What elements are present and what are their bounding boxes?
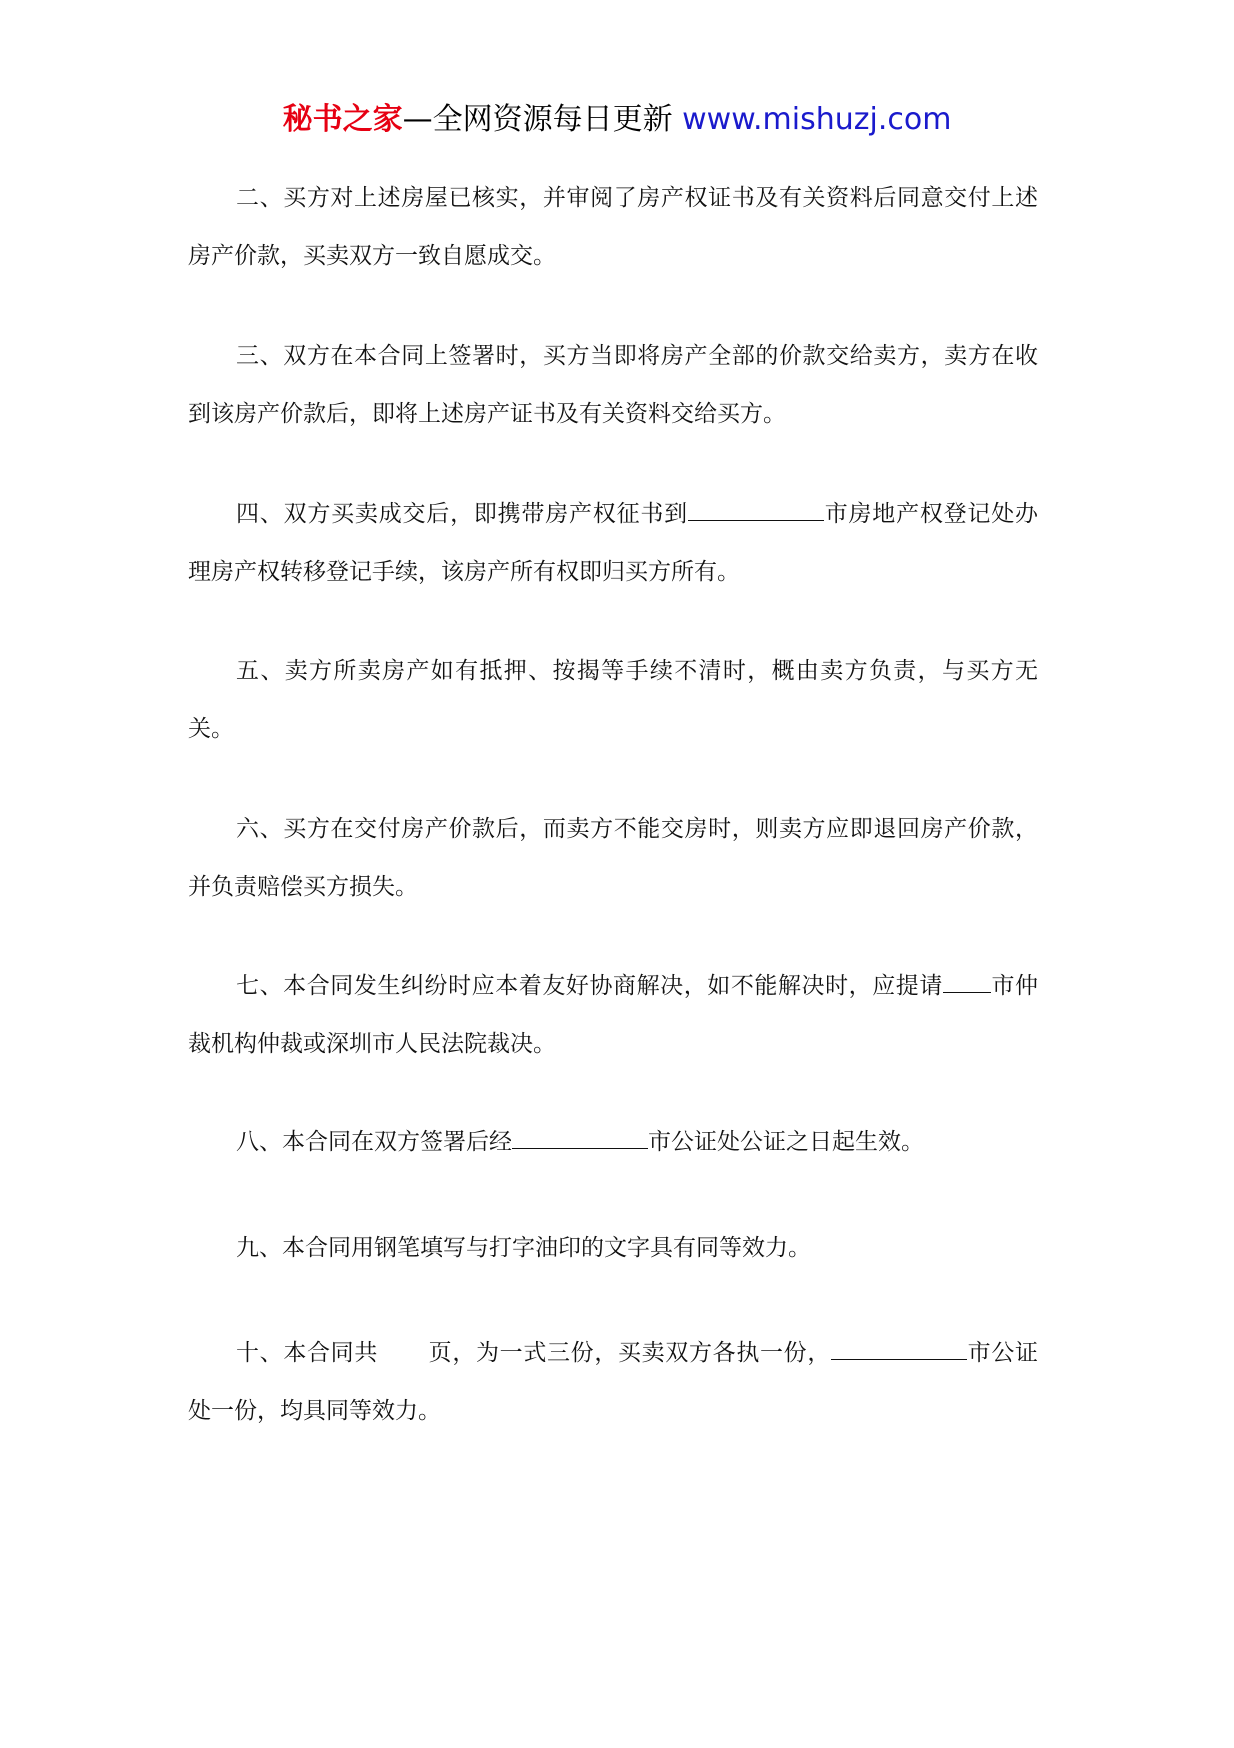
clause-4-text-after: 市房地产权登记处办理房产权转移登记手续，该房产所有权即归买方所有。	[188, 501, 1039, 585]
clause-7-text-before: 七、本合同发生纠纷时应本着友好协商解决，如不能解决时，应提请	[236, 973, 943, 999]
site-header	[0, 100, 1234, 140]
clause-2: 二、买方对上述房屋已核实，并审阅了房产权证书及有关资料后同意交付上述房产价款，买卖双方一致自愿成交。	[188, 185, 1038, 269]
clause-9: 九、本合同用钢笔填写与打字油印的文字具有同等效力。	[236, 1235, 811, 1261]
clause-8-text-before: 八、本合同在双方签署后经	[236, 1129, 512, 1155]
brand-name: 秘书之家	[282, 102, 403, 137]
clause-10	[188, 1324, 1038, 1440]
clause-10-text-middle: 页，为一式三份，买卖双方各执一份，	[428, 1340, 831, 1366]
clause-4-text-before: 四、双方买卖成交后，即携带房产权征书到	[236, 501, 688, 527]
header-tagline: —全网资源每日更新	[402, 102, 683, 137]
clause-7	[188, 957, 1038, 1073]
clause-5: 五、卖方所卖房产如有抵押、按揭等手续不清时，概由卖方负责，与买方无关。	[188, 658, 1038, 742]
clause-6: 六、买方在交付房产价款后，而卖方不能交房时，则卖方应即退回房产价款，并负责赔偿买方损失。	[188, 816, 1038, 900]
clause-8	[188, 1113, 1038, 1171]
blank-notary-city-copy	[831, 1358, 967, 1360]
clause-10-text-after: 市公证处一份，均具同等效力。	[188, 1340, 1039, 1424]
clause-8-text-after: 市公证处公证之日起生效。	[648, 1129, 924, 1155]
blank-notary-city	[512, 1147, 648, 1149]
clause-4	[188, 485, 1038, 601]
clause-10-text-before: 十、本合同共	[236, 1340, 378, 1366]
clause-7-text-after: 市仲裁机构仲裁或深圳市人民法院裁决。	[188, 973, 1038, 1057]
blank-arbitration-city	[943, 991, 991, 993]
site-url: www.mishuzj.com	[682, 102, 952, 137]
clause-3: 三、双方在本合同上签署时，买方当即将房产全部的价款交给卖方，卖方在收到该房产价款后，即将上述房产证书及有关资料交给买方。	[188, 343, 1038, 427]
blank-city-registration	[688, 519, 824, 521]
